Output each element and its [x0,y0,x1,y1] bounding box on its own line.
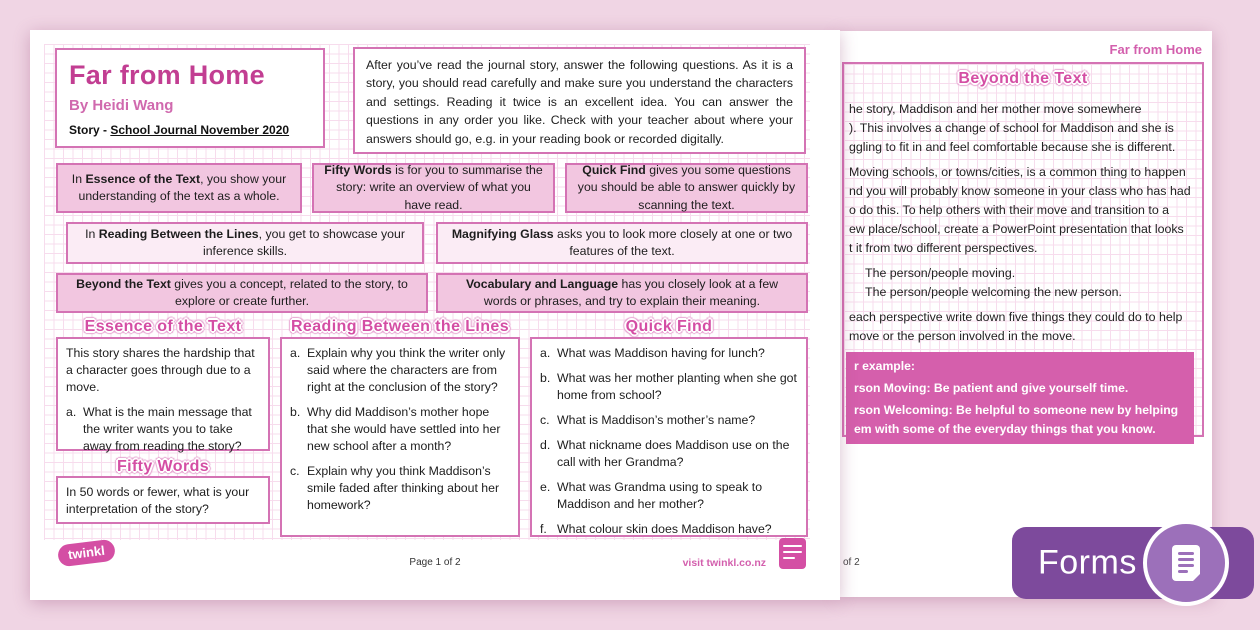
essence-heading: Essence of the Text [84,318,242,335]
fifty-words-question-box: In 50 words or fewer, what is your interpretation of the story? [56,476,270,524]
worksheet-title: Far from Home [69,60,265,90]
item-text: What nickname does Maddison use on the call with her Grandma? [557,437,790,469]
beyond-the-text-body [849,100,1200,346]
list-item [540,412,798,429]
quality-standard-badge-icon [779,538,806,569]
item-text: What is the main message that the writer wants you to take away from reading the story? [83,404,252,453]
item-text: Explain why you think the writer only said where the characters are from right at the conclusion of the story? [307,346,506,394]
beyond-the-text-heading: Beyond the Text [958,70,1088,87]
info-box-essence [56,163,302,213]
story-prefix: Story - [69,123,111,137]
body-line: he story, Maddison and her mother move somewhere [849,102,1142,116]
item-label: a. [66,404,77,419]
body-line: ). This involves a change of school for Maddison and she is [849,121,1174,135]
body-line: t it from two different perspectives. [849,241,1038,255]
visit-link[interactable]: visit twinkl.co.nz [682,557,766,569]
instructions-box: After you’ve read the journal story, answer the following questions. As it is a story, you should read carefully and make sure you understand the characters and settings. Reading it twice is an excellent idea. You can answer the questions in any order you like. Check with your teacher about where your answers should go, e.g. in your reading book or recorded digitally. [353,47,806,154]
info-box-reading-between-the-lines [66,222,424,264]
info-box-quick-find [565,163,808,213]
list-item [540,370,798,404]
list-item [540,437,798,471]
story-source: School Journal November 2020 [110,123,290,137]
item-label: c. [540,412,550,427]
page-number: Page 1 of 2 [409,557,461,568]
info-text: Vocabulary and Language has you closely look at a few words or phrases, and try to explain their meaning. [465,276,779,308]
list-item [290,463,510,514]
info-text: In Essence of the Text, you show your understanding of the text as a whole. [71,171,287,203]
reading-between-the-lines-heading: Reading Between the Lines [290,318,510,335]
example-line: em with some of the everyday things that you know. [854,422,1156,436]
essence-intro: This story shares the hardship that a character goes through due to a move. [66,346,255,394]
item-label: f. [540,521,547,536]
info-text: Magnifying Glass asks you to look more closely at one or two features of the text. [451,226,793,258]
worksheet-author: By Heidi Wang [69,97,174,114]
list-item [290,404,510,455]
item-label: b. [290,404,301,419]
item-label: d. [540,437,551,452]
page2-title: Far from Home [1109,42,1202,57]
document-sheet-icon [1172,545,1200,581]
body-line: each perspective write down five things they could do to help [849,310,1183,324]
info-text: In Reading Between the Lines, you get to showcase your inference skills. [85,226,405,258]
example-line: r example: [854,359,915,373]
list-item [540,345,798,362]
list-item [540,479,798,513]
info-box-fifty-words [312,163,555,213]
item-text: What was Maddison having for lunch? [557,346,765,360]
info-text: Beyond the Text gives you a concept, related to the story, to explore or create further. [76,276,408,308]
beyond-the-text-section [842,62,1204,437]
example-line: rson Moving: Be patient and give yourself time. [854,381,1129,395]
essence-question-box [56,337,270,451]
list-item [540,521,798,538]
info-text: Quick Find gives you some questions you should be able to answer quickly by scanning the text. [577,163,796,212]
list-item [66,404,260,455]
item-text: What was her mother planting when she got home from school? [557,370,797,402]
item-label: b. [540,370,551,385]
forms-button-label: Forms [1038,543,1137,582]
item-text: Explain why you think Maddison’s smile faded after thinking about her homework? [307,463,500,512]
item-label: a. [540,346,551,360]
item-text: Why did Maddison’s mother hope that she would have settled into her new school after a month? [307,404,501,453]
info-box-vocabulary-and-language [436,273,808,313]
quick-find-heading: Quick Find [625,318,713,335]
reading-between-the-lines-question-box [280,337,520,537]
item-text: What was Grandma using to speak to Maddison and her mother? [557,479,763,511]
worksheet-page-1 [30,30,840,600]
item-text: What colour skin does Maddison have? [557,521,772,536]
forms-document-icon[interactable] [1143,520,1229,606]
body-line: nd you will probably know someone in your class who has had [849,184,1191,198]
info-box-magnifying-glass [436,222,808,264]
body-line: ggling to fit in and feel comfortable because she is different. [849,140,1176,154]
worksheet-page-2 [838,31,1212,597]
info-box-beyond-the-text [56,273,428,313]
item-text: What is Maddison’s mother’s name? [557,412,756,427]
item-label: a. [290,346,301,360]
title-box [55,48,325,148]
example-line: rson Welcoming: Be helpful to someone new by helping [854,403,1179,417]
quick-find-question-box [530,337,808,537]
list-item [290,345,510,396]
item-label: e. [540,479,551,494]
item-label: c. [290,463,300,478]
body-line: ew place/school, create a PowerPoint presentation that looks [849,222,1184,236]
body-line: o do this. To help others with their move and transition to a [849,203,1170,217]
example-callout-box [846,352,1194,444]
story-source-line [69,123,311,137]
twinkl-logo[interactable]: twinkl [57,539,116,568]
info-text: Fifty Words is for you to summarise the story: write an overview of what you have read. [324,163,543,212]
body-line: Moving schools, or towns/cities, is a common thing to happen [849,165,1186,179]
numbered-item: The person/people moving. [865,266,1016,280]
numbered-item: The person/people welcoming the new person. [865,285,1122,299]
body-line: move or the person involved in the move. [849,329,1076,343]
page2-page-number: of 2 [843,557,860,568]
fifty-words-heading: Fifty Words [116,458,210,475]
